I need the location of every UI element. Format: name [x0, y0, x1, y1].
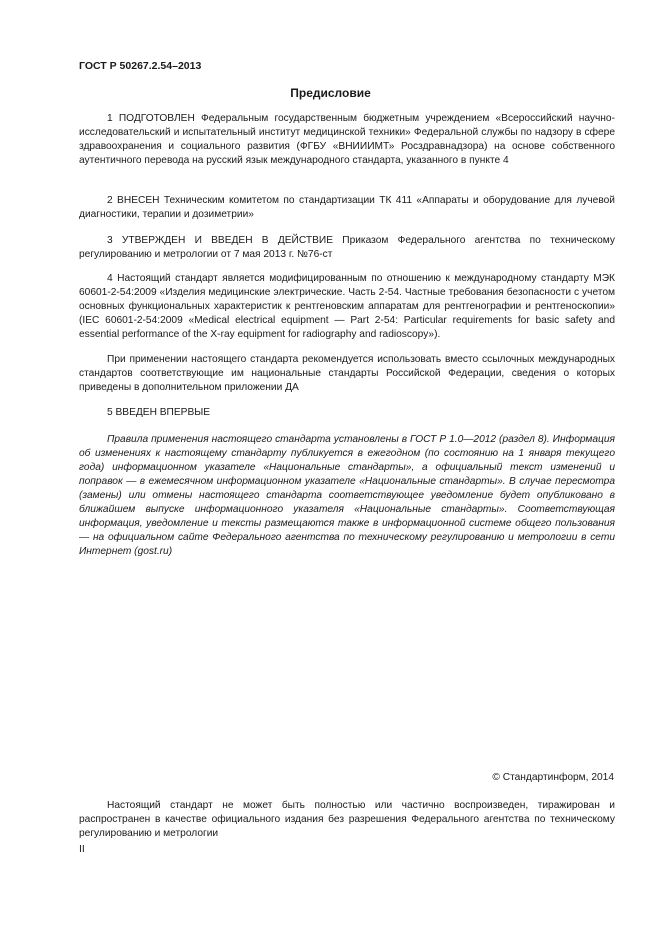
- notice-rules: Правила применения настоящего стандарта установлены в ГОСТ Р 1.0—2012 (раздел 8). Информация об изменениях к настоящему стандарту публикуется в ежегодном (по состоянию на 1 января текущего года) информационном указателе «Национальные стандарты», а официальный текст изменений и поправок — в ежемесячном информационном указателе «Национальные стандарты». В случае пересмотра (замены) или отмены настоящего стандарта соответствующее уведомление будет опубликовано в ближайшем выпуске информационного указателя «Национальные стандарты». Соответствующая информация, уведомление и тексты размещаются также в информационной системе общего пользования — на официальном сайте Федерального агентства по техническому регулированию и метрологии в сети Интернет (gost.ru): [79, 434, 615, 557]
- document-number: ГОСТ Р 50267.2.54–2013: [79, 60, 202, 72]
- page-title: Предисловие: [290, 86, 371, 100]
- paragraph-modified-standard: 4 Настоящий стандарт является модифицированным по отношению к международному стандарту МЭК 60601-2-54:2009 «Изделия медицинские электрические. Часть 2-54. Частные требования безопасности с учетом основных функциональных характеристик к рентгеновским аппаратам для рентгенографии и рентгеноскопии» (IEC 60601-2-54:2009 «Medical electrical equipment — Part 2-54: Particular requirements for basic safety and essential performance of the X-ray equipment for radiography and radioscopy»).: [79, 273, 615, 340]
- paragraph-approved: 3 УТВЕРЖДЕН И ВВЕДЕН В ДЕЙСТВИЕ Приказом Федерального агентства по техническому регулированию и метрологии от 7 мая 2013 г. №76-ст: [79, 235, 615, 260]
- paragraph-prepared: 1 ПОДГОТОВЛЕН Федеральным государственным бюджетным учреждением «Всероссийский научно-исследовательский и испытательный институт медицинской техники» Федеральной службы по надзору в сфере здравоохранения и социального развития (ФГБУ «ВНИИИМТ» Росздравнадзора) на основе собственного аутентичного перевода на русский язык международного стандарта, указанного в пункте 4: [79, 113, 615, 166]
- paragraph-introduced: 2 ВНЕСЕН Техническим комитетом по стандартизации ТК 411 «Аппараты и оборудование для лучевой диагностики, терапии и дозиметрии»: [79, 195, 615, 220]
- paragraph-first-introduced: 5 ВВЕДЕН ВПЕРВЫЕ: [107, 407, 211, 418]
- copyright: © Стандартинформ, 2014: [492, 772, 614, 783]
- page-number: II: [79, 843, 85, 855]
- reproduction-notice: Настоящий стандарт не может быть полностью или частично воспроизведен, тиражирован и распространен в качестве официального издания без разрешения Федерального агентства по техническому регулированию и метрологии: [79, 800, 615, 839]
- paragraph-references: При применении настоящего стандарта рекомендуется использовать вместо ссылочных международных стандартов соответствующие им национальные стандарты Российской Федерации, сведения о которых приведены в дополнительном приложении ДА: [79, 354, 615, 393]
